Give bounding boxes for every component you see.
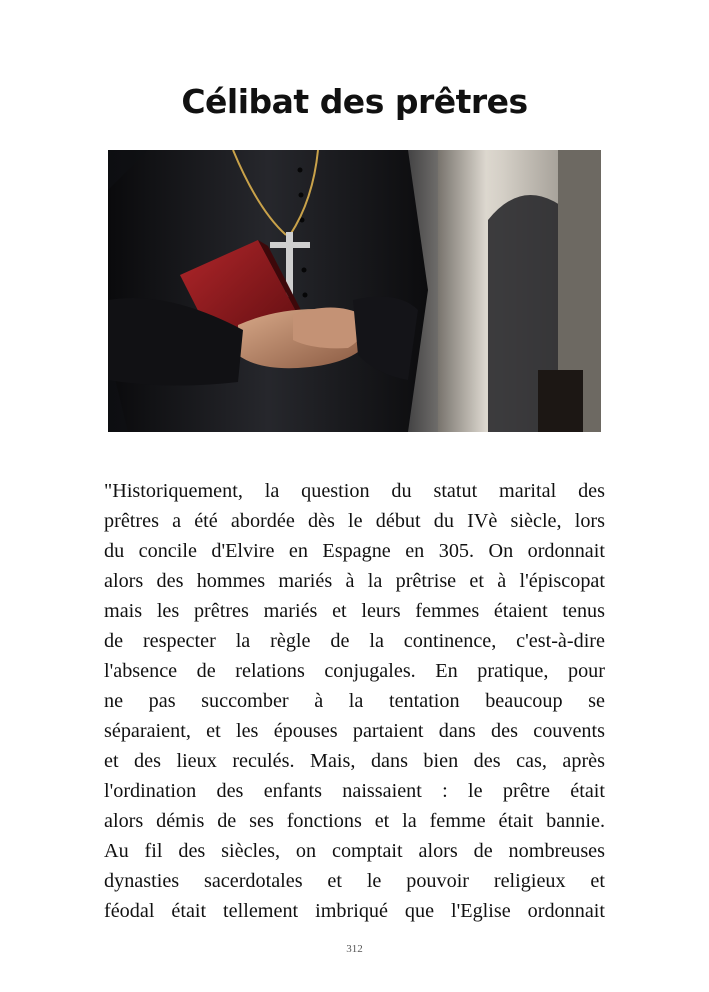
- priest-photo: [108, 150, 601, 432]
- paragraph-line: alors démis de ses fonctions et la femme était bannie.: [104, 810, 605, 832]
- paragraph-line: alors des hommes mariés à la prêtrise et à l'épiscopat: [104, 570, 605, 592]
- paragraph-line: mais les prêtres mariés et leurs femmes étaient tenus: [104, 600, 605, 622]
- paragraph-line: l'absence de relations conjugales. En pratique, pour: [104, 660, 605, 682]
- paragraph-line: prêtres a été abordée dès le début du IVè siècle, lors: [104, 510, 605, 532]
- body-paragraph: [104, 476, 605, 926]
- page-title: Célibat des prêtres: [181, 82, 528, 121]
- page-number: 312: [346, 943, 363, 955]
- paragraph-line: ne pas succomber à la tentation beaucoup se: [104, 690, 605, 712]
- paragraph-line: séparaient, et les épouses partaient dans des couvents: [104, 720, 605, 742]
- paragraph-line: féodal était tellement imbriqué que l'Eglise ordonnait: [104, 900, 605, 922]
- paragraph-line: Au fil des siècles, on comptait alors de nombreuses: [104, 840, 605, 862]
- paragraph-line: "Historiquement, la question du statut marital des: [104, 480, 605, 502]
- paragraph-line: dynasties sacerdotales et le pouvoir religieux et: [104, 870, 605, 892]
- paragraph-line: du concile d'Elvire en Espagne en 305. On ordonnait: [104, 540, 605, 562]
- paragraph-line: et des lieux reculés. Mais, dans bien des cas, après: [104, 750, 605, 772]
- paragraph-line: l'ordination des enfants naissaient : le prêtre était: [104, 780, 605, 802]
- paragraph-line: de respecter la règle de la continence, c'est-à-dire: [104, 630, 605, 652]
- priest-holding-bible-photo: [108, 150, 601, 432]
